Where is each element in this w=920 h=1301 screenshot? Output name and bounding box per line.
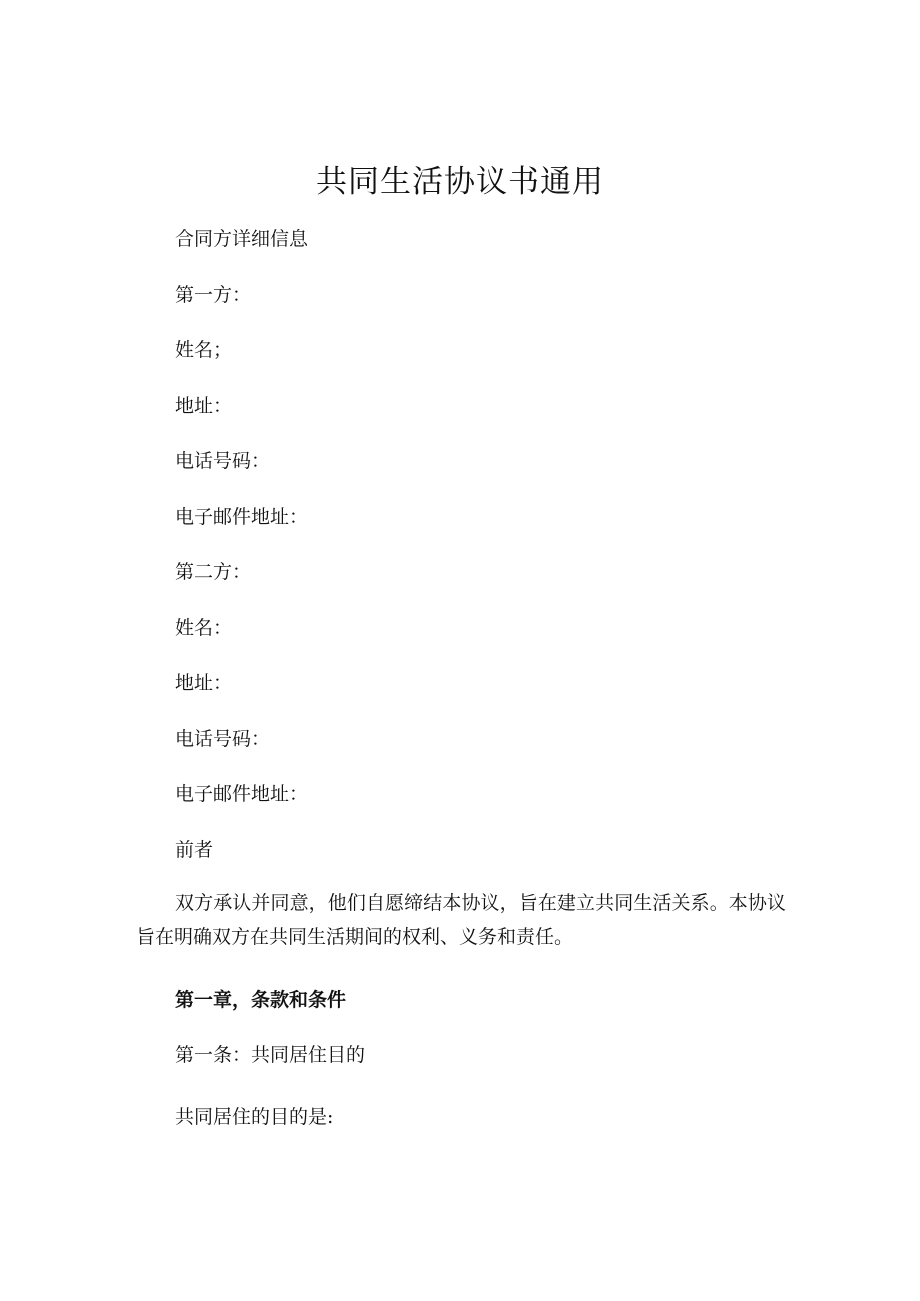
preamble-paragraph: 双方承认并同意，他们自愿缔结本协议，旨在建立共同生活关系。本协议旨在明确双方在共同生活期间的权利、义务和责任。 — [136, 892, 786, 948]
article1-heading: 第一条：共同居住目的 — [175, 1044, 366, 1066]
party2-email-field: 电子邮件地址： — [175, 783, 309, 805]
party1-name-field: 姓名； — [175, 339, 233, 361]
party1-email-field: 电子邮件地址： — [175, 506, 309, 528]
party2-address-field: 地址： — [175, 672, 233, 694]
document-title: 共同生活协议书通用 — [316, 164, 604, 200]
party2-name-field: 姓名： — [175, 617, 233, 639]
parties-heading: 合同方详细信息 — [175, 228, 309, 250]
party1-phone-field: 电话号码： — [175, 450, 271, 472]
party2-phone-field: 电话号码： — [175, 728, 271, 750]
party1-address-field: 地址： — [175, 395, 233, 417]
party2-label: 第二方： — [175, 561, 252, 583]
preamble-heading: 前者 — [175, 839, 214, 861]
chapter1-heading: 第一章，条款和条件 — [175, 989, 347, 1011]
party1-label: 第一方： — [175, 284, 252, 306]
article1-text: 共同居住的目的是: — [175, 1106, 334, 1128]
